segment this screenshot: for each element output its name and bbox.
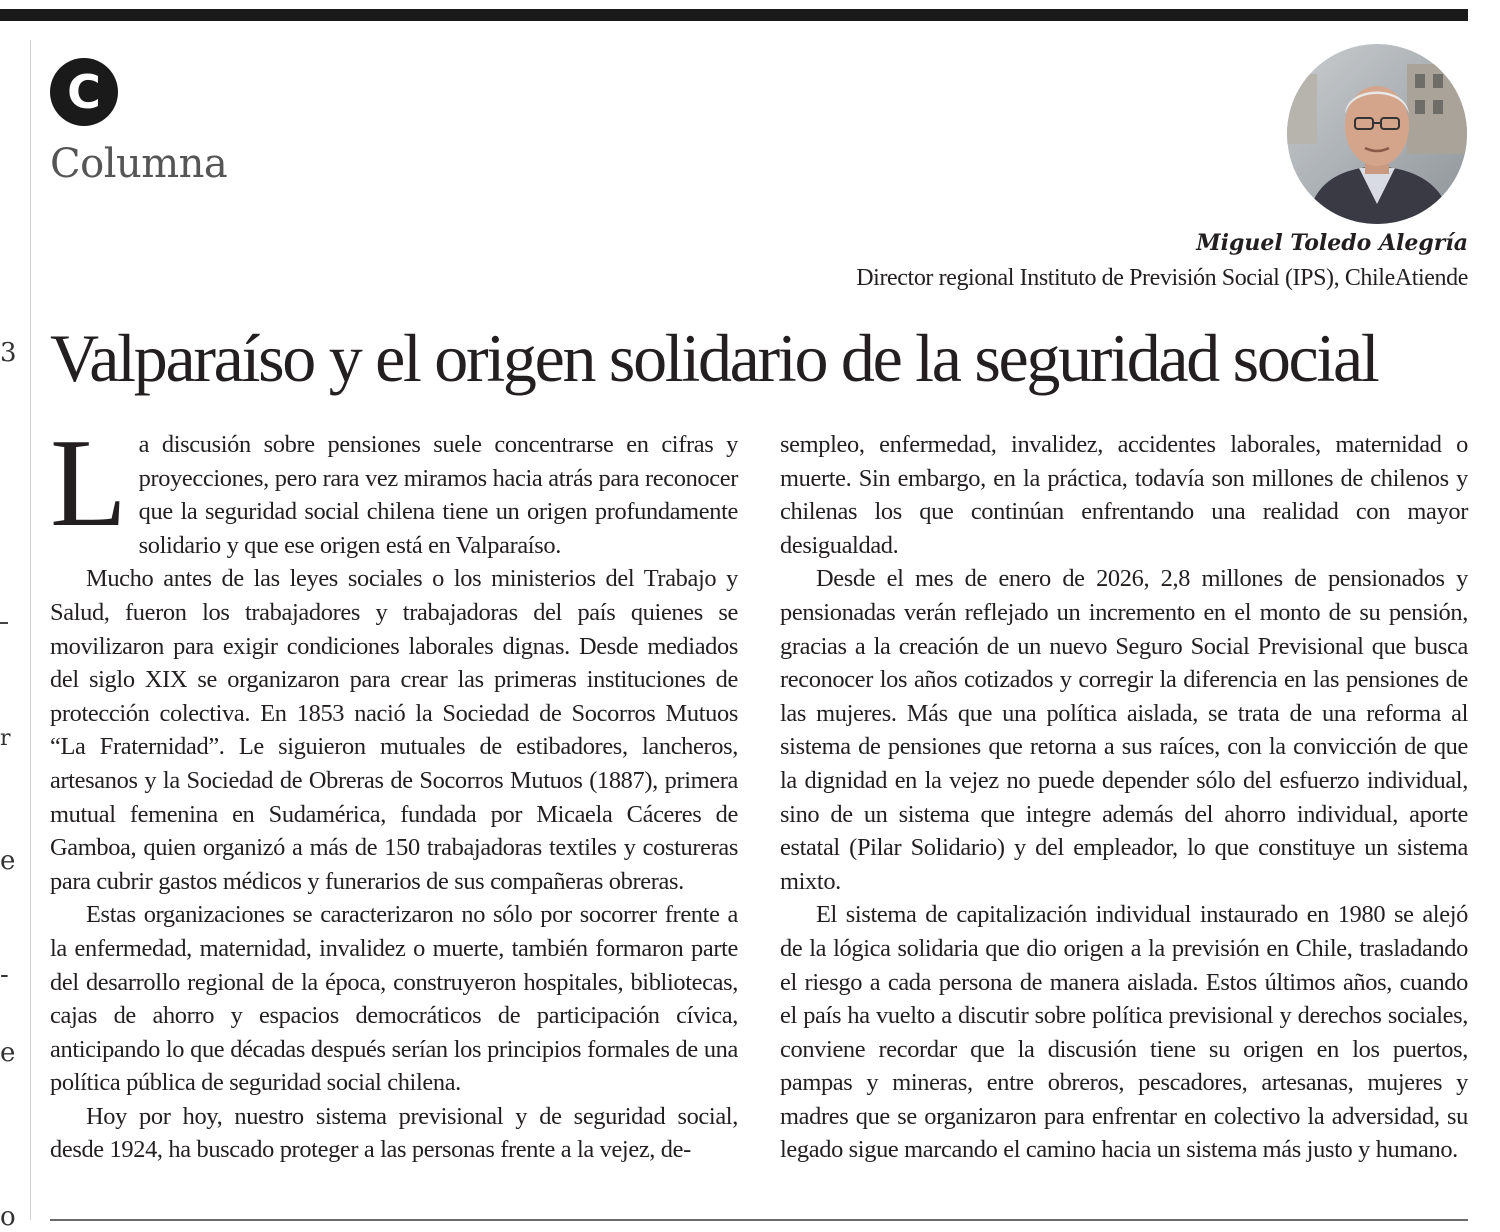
margin-fragment: - bbox=[0, 960, 9, 990]
author-name: Miguel Toledo Alegría bbox=[1196, 230, 1468, 256]
top-rule bbox=[0, 9, 1468, 21]
drop-cap: L bbox=[50, 414, 127, 553]
paragraph-text: a discusión sobre pensiones suele concentrarse en cifras y proyecciones, pero rara vez miramos hacia atrás para reconocer que la seguridad social chilena tiene un origen profundamente solidario y que ese origen está en Valparaíso. bbox=[138, 431, 738, 559]
article-paragraph: Desde el mes de enero de 2026, 2,8 millones de pensionados y pensionadas verán reflejado un incremento en el monto de su pensión, gracias a la creación de un nuevo Seguro Social Previsional que busca reconocer los años cotizados y corregir la diferencia en las pensiones de las mujeres. Más que una política aislada, se trata de una reforma al sistema de pensiones que retorna a sus raíces, con la convicción de que la dignidad en la vejez no puede depender sólo del esfuerzo individual, sino de un sistema que integre además del ahorro individual, aporte estatal (Pilar Solidario) y del empleador, lo que constituye un sistema mixto. bbox=[780, 565, 1468, 895]
column-divider bbox=[30, 40, 31, 1220]
article-paragraph: El sistema de capitalización individual instaurado en 1980 se alejó de la lógica solidaria que dio origen a la previsión en Chile, trasladando el riesgo a cada persona de manera aislada. Estos últimos años, cuando el país ha vuelto a discutir sobre política previsional y derechos sociales, conviene recordar que la discusión tiene su origen en los puertos, pampas y mineras, entre obreros, pescadores, artesanas, mujeres y madres que se organizaron para enfrentar en colectivo la adversidad, su legado sigue marcando el camino hacia un sistema más justo y humano. bbox=[780, 901, 1468, 1164]
article-paragraph: Estas organizaciones se caracterizaron no sólo por socorrer frente a la enfermedad, maternidad, invalidez o muerte, también formaron parte del desarrollo regional de la época, construyeron hospitales, bibliotecas, cajas de ahorro y espacios democráticos de participación cívica, anticipando lo que décadas después serían los principios formales de una política pública de seguridad social chilena. bbox=[50, 901, 738, 1097]
bottom-rule bbox=[50, 1219, 1468, 1221]
author-title: Director regional Instituto de Previsión Social (IPS), ChileAtiende bbox=[856, 265, 1468, 291]
article-paragraph bbox=[50, 414, 738, 562]
margin-fragment: e bbox=[0, 846, 16, 876]
author-photo bbox=[1287, 44, 1467, 224]
margin-tick bbox=[0, 622, 8, 624]
section-label: Columna bbox=[50, 141, 228, 187]
article-headline: Valparaíso y el origen solidario de la seguridad social bbox=[50, 320, 1378, 396]
article-column-left bbox=[50, 414, 738, 1167]
article-paragraph: Mucho antes de las leyes sociales o los ministerios del Trabajo y Salud, fueron los trabajadores y trabajadoras del país quienes se movilizaron para exigir condiciones laborales dignas. Desde mediados del siglo XIX se organizaron para crear las primeras instituciones de protección colectiva. En 1853 nació la Sociedad de Socorros Mutuos “La Fraternidad”. Le siguieron mutuales de estibadores, lancheros, artesanos y la Sociedad de Obreras de Socorros Mutuos (1887), primera mutual femenina en Sudamérica, fundada por Micaela Cáceres de Gamboa, quien organizó a más de 150 trabajadoras textiles y costureras para cubrir gastos médicos y funerarios de sus compañeras obreras. bbox=[50, 565, 738, 895]
article-column-right bbox=[780, 428, 1468, 1167]
article-paragraph: sempleo, enfermedad, invalidez, accidentes laborales, maternidad o muerte. Sin embargo, en la práctica, todavía son millones de chilenos y chilenas los que continúan enfrentando una realidad con mayor desigualdad. bbox=[780, 431, 1468, 559]
article-paragraph: Hoy por hoy, nuestro sistema previsional y de seguridad social, desde 1924, ha buscado proteger a las personas frente a la vejez, de- bbox=[50, 1102, 738, 1164]
section-badge: C bbox=[50, 58, 118, 126]
margin-fragment: r bbox=[0, 726, 11, 751]
margin-fragment: e bbox=[0, 1038, 16, 1068]
author-portrait-icon bbox=[1287, 44, 1467, 224]
margin-fragment: 3 bbox=[0, 338, 17, 368]
margin-fragment: o bbox=[0, 1202, 16, 1232]
